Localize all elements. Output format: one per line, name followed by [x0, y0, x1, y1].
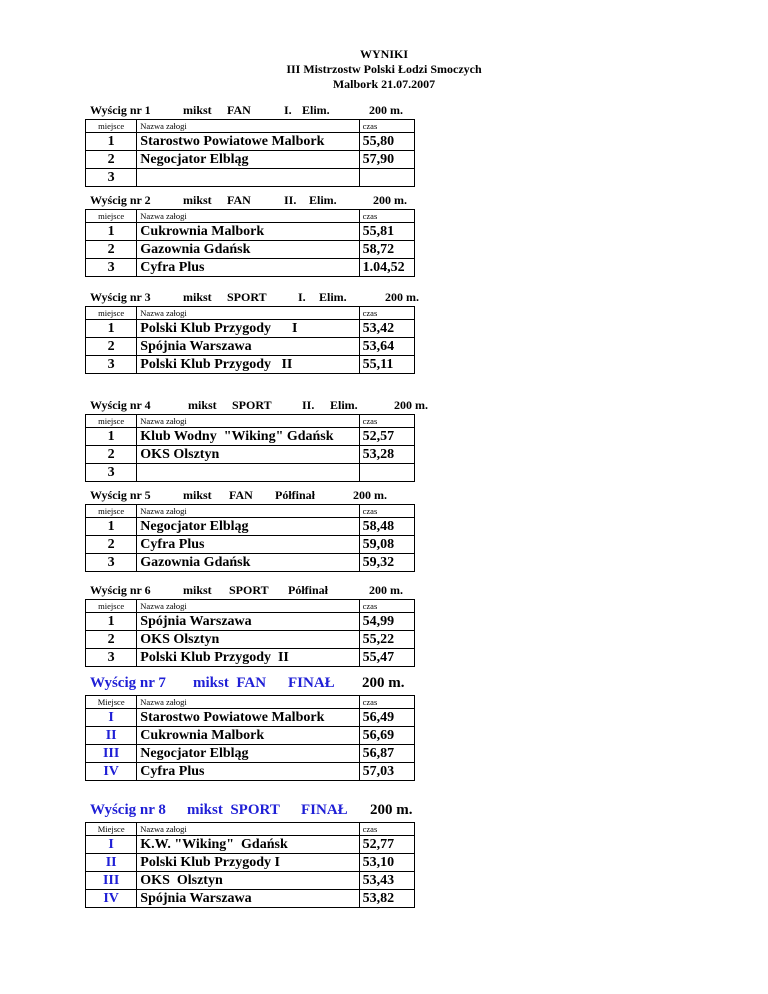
crew-cell: Cyfra Plus: [137, 536, 359, 554]
table-row: [86, 464, 415, 482]
table-header-row: [86, 210, 415, 223]
race-category: mikst: [183, 290, 212, 304]
race-6-results-table: [85, 599, 415, 667]
race-stage: Elim.: [330, 398, 358, 412]
race-8-title-line: [85, 802, 415, 822]
time-column-header: czas: [359, 505, 414, 518]
table-row: [86, 554, 415, 572]
race-category: mikst: [183, 103, 212, 117]
place-cell: 2: [86, 338, 137, 356]
place-cell: 3: [86, 464, 137, 482]
time-cell: 55,22: [359, 631, 414, 649]
place-cell: IV: [86, 890, 137, 908]
race-number: Wyścig nr 5: [90, 488, 151, 502]
crew-cell: Polski Klub Przygody I: [137, 854, 359, 872]
race-6: [85, 583, 415, 667]
place-cell: 3: [86, 649, 137, 667]
crew-cell: Negocjator Elbląg: [137, 745, 359, 763]
time-cell: 57,03: [359, 763, 414, 781]
place-column-header: miejsce: [86, 120, 137, 133]
time-cell: 53,43: [359, 872, 414, 890]
crew-cell: Cyfra Plus: [137, 763, 359, 781]
race-stage: Elim.: [309, 193, 337, 207]
race-stage: Półfinał: [288, 583, 329, 597]
race-kind: FAN: [227, 193, 251, 207]
race-kind: FAN: [227, 103, 251, 117]
time-cell: 52,57: [359, 428, 414, 446]
table-header-row: [86, 696, 415, 709]
race-4-results-table: [85, 414, 415, 482]
place-cell: 1: [86, 320, 137, 338]
place-column-header: Miejsce: [86, 823, 137, 836]
race-1-results-table: [85, 119, 415, 187]
crew-cell: Spójnia Warszawa: [137, 890, 359, 908]
place-cell: IV: [86, 763, 137, 781]
crew-column-header: Nazwa załogi: [137, 696, 359, 709]
place-cell: 3: [86, 554, 137, 572]
race-8-final: [85, 802, 415, 908]
place-cell: I: [86, 836, 137, 854]
race-3-title-line: [85, 290, 419, 306]
race-kind: SPORT: [232, 398, 272, 412]
place-cell: 1: [86, 133, 137, 151]
table-row: [86, 320, 415, 338]
place-column-header: Miejsce: [86, 696, 137, 709]
time-column-header: czas: [359, 120, 414, 133]
race-number: Wyścig nr 2: [90, 193, 151, 207]
place-cell: II: [86, 727, 137, 745]
time-column-header: czas: [359, 415, 414, 428]
header-event: III Mistrzostw Polski Łodzi Smoczych: [286, 62, 482, 76]
place-cell: 1: [86, 223, 137, 241]
table-row: [86, 518, 415, 536]
race-stage: Półfinał: [275, 488, 316, 502]
table-row: [86, 836, 415, 854]
place-cell: 2: [86, 151, 137, 169]
race-7-results-table: [85, 695, 415, 781]
table-row: [86, 631, 415, 649]
crew-cell: Negocjator Elbląg: [137, 518, 359, 536]
time-cell: 58,72: [359, 241, 414, 259]
place-cell: 1: [86, 613, 137, 631]
time-cell: 55,81: [359, 223, 414, 241]
crew-cell: Spójnia Warszawa: [137, 613, 359, 631]
race-4-title-line: [85, 398, 428, 414]
table-row: [86, 536, 415, 554]
time-cell: [359, 169, 414, 187]
race-category: mikst: [183, 583, 212, 597]
place-cell: 3: [86, 259, 137, 277]
place-cell: 2: [86, 631, 137, 649]
table-row: [86, 338, 415, 356]
race-number: Wyścig nr 3: [90, 290, 151, 304]
race-category: mikst: [188, 398, 217, 412]
race-5-title-line: [85, 488, 415, 504]
place-cell: 1: [86, 428, 137, 446]
crew-column-header: Nazwa załogi: [137, 415, 359, 428]
crew-column-header: Nazwa załogi: [137, 505, 359, 518]
table-header-row: [86, 415, 415, 428]
race-2-results-table: [85, 209, 415, 277]
time-column-header: czas: [359, 600, 414, 613]
race-2-title-line: [85, 193, 415, 209]
crew-column-header: Nazwa załogi: [137, 307, 359, 320]
table-row: [86, 763, 415, 781]
crew-cell: Gazownia Gdańsk: [137, 554, 359, 572]
race-distance: 200 m.: [373, 193, 407, 207]
race-number: Wyścig nr 6: [90, 583, 151, 597]
time-cell: 55,47: [359, 649, 414, 667]
crew-cell: K.W. "Wiking" Gdańsk: [137, 836, 359, 854]
table-header-row: [86, 120, 415, 133]
crew-cell: Polski Klub Przygody I: [137, 320, 359, 338]
place-cell: 1: [86, 518, 137, 536]
crew-column-header: Nazwa załogi: [137, 120, 359, 133]
race-category: mikst: [183, 488, 212, 502]
crew-cell: Starostwo Powiatowe Malbork: [137, 133, 359, 151]
time-column-header: czas: [359, 307, 414, 320]
race-number: Wyścig nr 1: [90, 103, 151, 117]
place-cell: I: [86, 709, 137, 727]
table-row: [86, 241, 415, 259]
time-cell: 58,48: [359, 518, 414, 536]
place-column-header: miejsce: [86, 505, 137, 518]
table-header-row: [86, 823, 415, 836]
time-column-header: czas: [359, 210, 414, 223]
race-kind: FAN: [229, 488, 253, 502]
crew-cell: Spójnia Warszawa: [137, 338, 359, 356]
race-distance: 200 m.: [362, 675, 405, 691]
crew-column-header: Nazwa załogi: [137, 823, 359, 836]
table-row: [86, 872, 415, 890]
time-cell: 53,28: [359, 446, 414, 464]
table-row: [86, 356, 415, 374]
race-7-title-line: [85, 675, 415, 695]
time-cell: 53,10: [359, 854, 414, 872]
race-round: I.: [298, 290, 306, 304]
time-cell: 56,49: [359, 709, 414, 727]
table-header-row: [86, 505, 415, 518]
race-7-final: [85, 675, 415, 781]
race-category: mikst SPORT: [187, 802, 280, 818]
time-column-header: czas: [359, 823, 414, 836]
place-cell: III: [86, 872, 137, 890]
time-cell: [359, 464, 414, 482]
crew-cell: [137, 169, 359, 187]
time-cell: 53,82: [359, 890, 414, 908]
race-kind: SPORT: [227, 290, 267, 304]
race-6-title-line: [85, 583, 415, 599]
table-header-row: [86, 600, 415, 613]
time-column-header: czas: [359, 696, 414, 709]
race-distance: 200 m.: [353, 488, 387, 502]
place-column-header: miejsce: [86, 307, 137, 320]
crew-cell: OKS Olsztyn: [137, 631, 359, 649]
table-row: [86, 727, 415, 745]
race-stage: FINAŁ: [301, 802, 348, 818]
time-cell: 55,11: [359, 356, 414, 374]
time-cell: 53,42: [359, 320, 414, 338]
race-8-results-table: [85, 822, 415, 908]
time-cell: 56,87: [359, 745, 414, 763]
table-row: [86, 223, 415, 241]
table-row: [86, 649, 415, 667]
race-stage: Elim.: [302, 103, 330, 117]
place-cell: III: [86, 745, 137, 763]
crew-cell: Cukrownia Malbork: [137, 727, 359, 745]
crew-cell: Gazownia Gdańsk: [137, 241, 359, 259]
crew-cell: Polski Klub Przygody II: [137, 649, 359, 667]
time-cell: 53,64: [359, 338, 414, 356]
time-cell: 57,90: [359, 151, 414, 169]
place-cell: 2: [86, 241, 137, 259]
table-row: [86, 745, 415, 763]
place-cell: 2: [86, 446, 137, 464]
table-row: [86, 259, 415, 277]
crew-column-header: Nazwa załogi: [137, 600, 359, 613]
time-cell: 59,32: [359, 554, 414, 572]
time-cell: 59,08: [359, 536, 414, 554]
table-row: [86, 151, 415, 169]
race-stage: FINAŁ: [288, 675, 335, 691]
table-row: [86, 169, 415, 187]
race-3: [85, 290, 419, 374]
time-cell: 55,80: [359, 133, 414, 151]
race-category: mikst: [183, 193, 212, 207]
race-distance: 200 m.: [385, 290, 419, 304]
race-4: [85, 398, 428, 482]
race-5: [85, 488, 415, 572]
crew-cell: OKS Olsztyn: [137, 872, 359, 890]
place-cell: 2: [86, 536, 137, 554]
place-cell: II: [86, 854, 137, 872]
crew-cell: Klub Wodny "Wiking" Gdańsk: [137, 428, 359, 446]
race-number: Wyścig nr 7: [90, 675, 166, 691]
table-row: [86, 613, 415, 631]
table-row: [86, 890, 415, 908]
race-distance: 200 m.: [394, 398, 428, 412]
crew-column-header: Nazwa załogi: [137, 210, 359, 223]
header-title: WYNIKI: [359, 47, 408, 61]
place-cell: 3: [86, 356, 137, 374]
race-round: II.: [302, 398, 315, 412]
table-row: [86, 709, 415, 727]
table-row: [86, 446, 415, 464]
place-column-header: miejsce: [86, 600, 137, 613]
time-cell: 56,69: [359, 727, 414, 745]
race-distance: 200 m.: [369, 583, 403, 597]
race-round: II.: [284, 193, 297, 207]
table-header-row: [86, 307, 415, 320]
race-round: I.: [284, 103, 292, 117]
table-row: [86, 133, 415, 151]
crew-cell: Cyfra Plus: [137, 259, 359, 277]
race-distance: 200 m.: [369, 103, 403, 117]
race-5-results-table: [85, 504, 415, 572]
race-number: Wyścig nr 4: [90, 398, 151, 412]
crew-cell: OKS Olsztyn: [137, 446, 359, 464]
crew-cell: Negocjator Elbląg: [137, 151, 359, 169]
crew-cell: Cukrownia Malbork: [137, 223, 359, 241]
table-row: [86, 428, 415, 446]
table-row: [86, 854, 415, 872]
crew-cell: Polski Klub Przygody II: [137, 356, 359, 374]
time-cell: 52,77: [359, 836, 414, 854]
race-2: [85, 193, 415, 277]
place-column-header: miejsce: [86, 415, 137, 428]
place-cell: 3: [86, 169, 137, 187]
race-distance: 200 m.: [370, 802, 413, 818]
race-number: Wyścig nr 8: [90, 802, 166, 818]
race-3-results-table: [85, 306, 415, 374]
time-cell: 1.04,52: [359, 259, 414, 277]
race-kind: SPORT: [229, 583, 269, 597]
race-stage: Elim.: [319, 290, 347, 304]
race-1-title-line: [85, 103, 415, 119]
time-cell: 54,99: [359, 613, 414, 631]
race-category: mikst FAN: [193, 675, 267, 691]
crew-cell: Starostwo Powiatowe Malbork: [137, 709, 359, 727]
place-column-header: miejsce: [86, 210, 137, 223]
header-place-date: Malbork 21.07.2007: [332, 77, 436, 91]
document-header: [0, 47, 768, 92]
crew-cell: [137, 464, 359, 482]
race-1: [85, 103, 415, 187]
